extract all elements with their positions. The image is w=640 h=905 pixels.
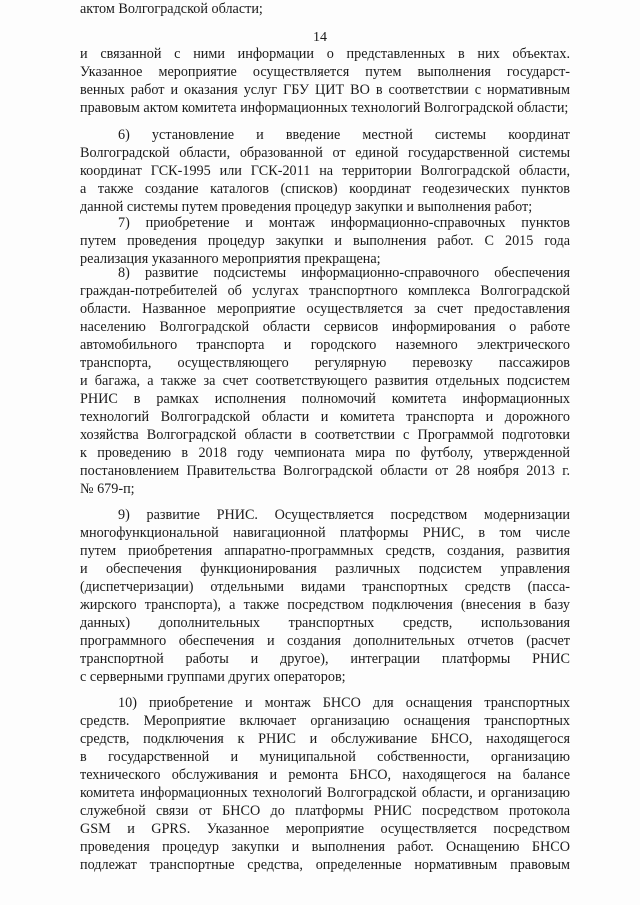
text-line: постановлением Правительства Волгоградской области от 28 ноября 2013 г. [80, 463, 570, 479]
text-line: граждан-потребителей об услугах транспортного комплекса Волгоградской [80, 283, 570, 299]
page-number: 14 [313, 30, 327, 45]
text-line: и связанной с ними информации о представленных в них объектах. [80, 46, 570, 62]
text-line: координат ГСК-1995 или ГСК-2011 на территории Волгоградской области, [80, 163, 570, 179]
text-line: 7) приобретение и монтаж информационно-справочных пунктов [118, 215, 570, 231]
text-line: области. Названное мероприятие осуществляется за счет предоставления [80, 301, 570, 317]
text-line: и обеспечения функционирования различных подсистем управления [80, 561, 570, 577]
text-line: 9) развитие РНИС. Осуществляется посредством модернизации [118, 507, 570, 523]
text-line: автомобильного транспорта и городского наземного электрического [80, 337, 570, 353]
text-line: 6) установление и введение местной системы координат [118, 127, 570, 143]
text-line: транспорта, осуществляющего регулярную перевозку пассажиров [80, 355, 570, 371]
text-line: а также создание каталогов (списков) координат геодезических пунктов [80, 181, 570, 197]
text-line: с серверными группами других операторов; [80, 669, 346, 685]
text-line: (диспетчеризации) отдельными видами транспортных средств (пасса- [80, 579, 570, 595]
text-line: 8) развитие подсистемы информационно-справочного обеспечения [118, 265, 570, 281]
text-line: средств, подключения к РНИС и обслуживание БНСО, находящегося [80, 731, 570, 747]
text-line: комитета информационных технологий Волгоградской области, и организацию [80, 785, 570, 801]
text-line: многофункциональной навигационной платформы РНИС, в том числе [80, 525, 570, 541]
text-line: подлежат транспортные средства, определенные нормативным правовым [80, 857, 570, 873]
text-line: программного обеспечения и создания дополнительных отчетов (расчет [80, 633, 570, 649]
text-line: 10) приобретение и монтаж БНСО для оснащения транспортных [118, 695, 570, 711]
text-line: правовым актом комитета информационных технологий Волгоградской области; [80, 100, 569, 116]
text-line: хозяйства Волгоградской области в соответствии с Программой подготовки [80, 427, 570, 443]
text-line: транспортной работы и другое), интеграции платформы РНИС [80, 651, 570, 667]
text-line: актом Волгоградской области; [80, 1, 263, 17]
text-line: Волгоградской области, образованной от единой государственной системы [80, 145, 570, 161]
text-line: технологий Волгоградской области и комитета транспорта и дорожного [80, 409, 570, 425]
text-line: путем приобретения аппаратно-программных средств, создания, развития [80, 543, 570, 559]
text-line: технического обслуживания и ремонта БНСО, находящегося на балансе [80, 767, 570, 783]
text-line: РНИС в рамках исполнения полномочий комитета информационных [80, 391, 570, 407]
text-line: к проведению в 2018 году чемпионата мира по футболу, утвержденной [80, 445, 570, 461]
text-line: № 679-п; [80, 481, 135, 497]
text-line: служебной связи от БНСО до платформы РНИС посредством протокола [80, 803, 570, 819]
text-line: проведения процедур закупки и выполнения работ. Оснащению БНСО [80, 839, 570, 855]
text-line: путем проведения процедур закупки и выполнения работ. С 2015 года [80, 233, 570, 249]
text-line: реализация указанного мероприятия прекращена; [80, 251, 381, 267]
text-line: средств. Мероприятие включает организацию оснащения транспортных [80, 713, 570, 729]
text-line: данных) дополнительных транспортных средств, использования [80, 615, 570, 631]
text-line: венных работ и оказания услуг ГБУ ЦИТ ВО в соответствии с нормативным [80, 82, 570, 98]
text-line: Указанное мероприятие осуществляется путем выполнения государст- [80, 64, 570, 80]
text-line: населению Волгоградской области сервисов информирования о работе [80, 319, 570, 335]
text-line: GSM и GPRS. Указанное мероприятие осуществляется посредством [80, 821, 570, 837]
text-line: в государственной и муниципальной собственности, организацию [80, 749, 570, 765]
text-line: данной системы путем проведения процедур закупки и выполнения работ; [80, 199, 533, 215]
text-line: и багажа, а также за счет соответствующего развития отдельных подсистем [80, 373, 570, 389]
text-line: жирского транспорта), а также посредством подключения (внесения в базу [80, 597, 570, 613]
